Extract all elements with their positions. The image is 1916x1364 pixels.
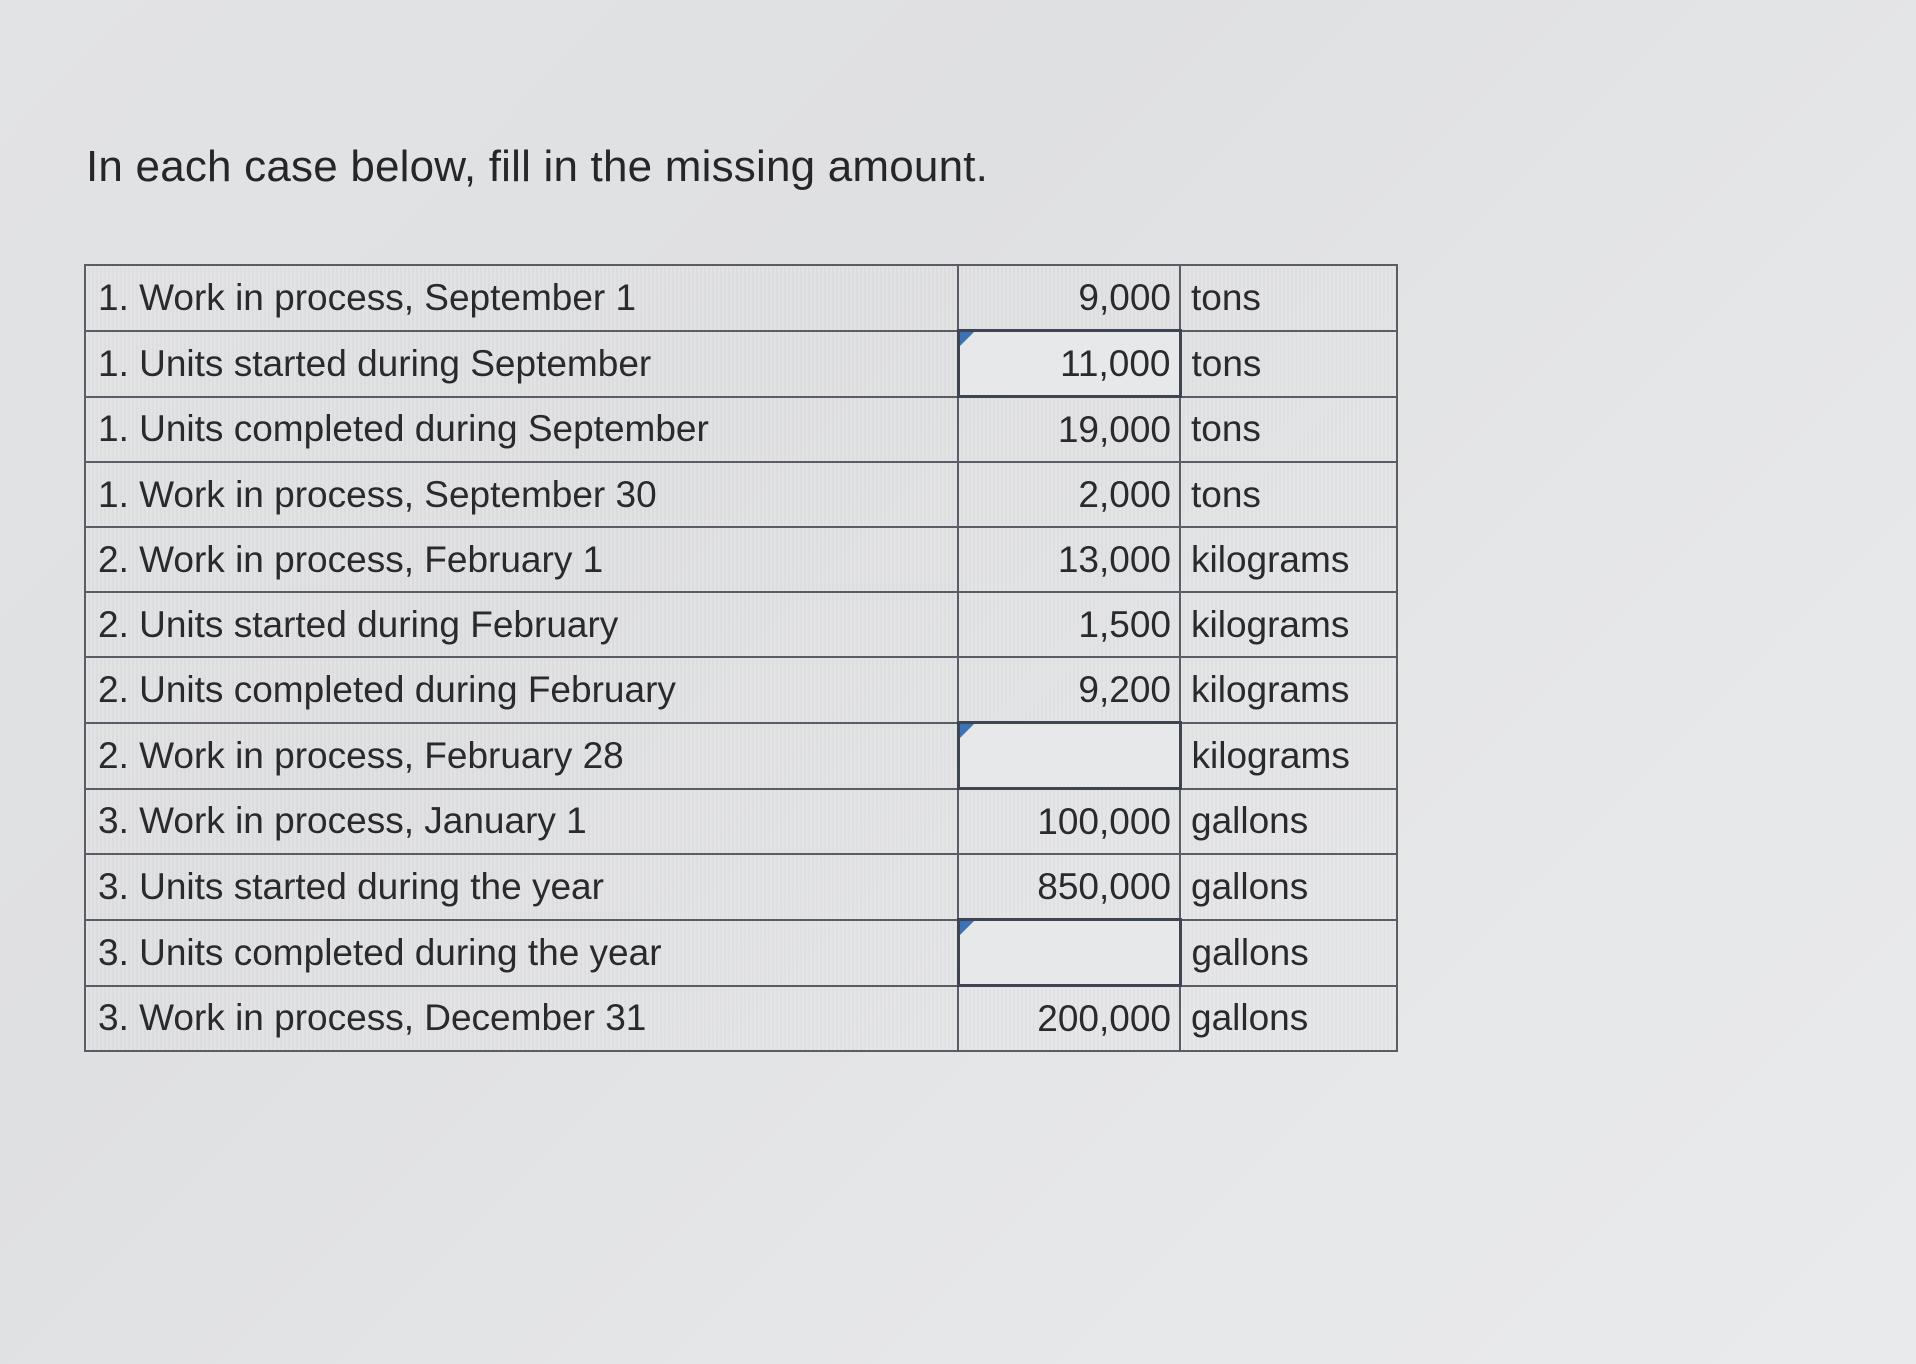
table-row bbox=[85, 789, 1397, 855]
amount-value: 2,000 bbox=[958, 462, 1180, 527]
table-row bbox=[85, 462, 1397, 527]
unit-label: gallons bbox=[1180, 920, 1397, 986]
unit-label: tons bbox=[1180, 462, 1397, 527]
amount-value: 9,000 bbox=[958, 265, 1180, 331]
unit-label: gallons bbox=[1180, 789, 1397, 855]
table-row bbox=[85, 854, 1397, 920]
unit-label: tons bbox=[1180, 397, 1397, 463]
row-label: 1. Units completed during September bbox=[85, 397, 958, 463]
amount-input-cell[interactable] bbox=[958, 920, 1180, 986]
row-label: 1. Work in process, September 30 bbox=[85, 462, 958, 527]
table-row bbox=[85, 265, 1397, 331]
unit-label: tons bbox=[1180, 331, 1397, 397]
row-label: 3. Units started during the year bbox=[85, 854, 958, 920]
table-row bbox=[85, 723, 1397, 789]
amount-value: 850,000 bbox=[958, 854, 1180, 920]
unit-label: tons bbox=[1180, 265, 1397, 331]
table-row bbox=[85, 920, 1397, 986]
unit-label: kilograms bbox=[1180, 527, 1397, 592]
amount-input-cell[interactable] bbox=[958, 331, 1180, 397]
table-row bbox=[85, 592, 1397, 657]
table-row bbox=[85, 397, 1397, 463]
amount-input[interactable] bbox=[960, 332, 1179, 395]
amount-value: 1,500 bbox=[958, 592, 1180, 657]
unit-label: kilograms bbox=[1180, 657, 1397, 723]
amount-value: 13,000 bbox=[958, 527, 1180, 592]
table-row bbox=[85, 657, 1397, 723]
row-label: 3. Units completed during the year bbox=[85, 920, 958, 986]
row-label: 2. Work in process, February 28 bbox=[85, 723, 958, 789]
table-row bbox=[85, 527, 1397, 592]
table-body bbox=[85, 265, 1397, 1051]
row-label: 3. Work in process, January 1 bbox=[85, 789, 958, 855]
instruction-text: In each case below, fill in the missing amount. bbox=[86, 142, 989, 191]
row-label: 2. Work in process, February 1 bbox=[85, 527, 958, 592]
amount-value: 19,000 bbox=[958, 397, 1180, 463]
row-label: 1. Work in process, September 1 bbox=[85, 265, 958, 331]
amount-value: 9,200 bbox=[958, 657, 1180, 723]
amount-value: 200,000 bbox=[958, 986, 1180, 1052]
table-row bbox=[85, 331, 1397, 397]
unit-label: gallons bbox=[1180, 854, 1397, 920]
row-label: 2. Units started during February bbox=[85, 592, 958, 657]
unit-label: kilograms bbox=[1180, 723, 1397, 789]
amount-input[interactable] bbox=[960, 724, 1179, 787]
amount-input[interactable] bbox=[960, 921, 1179, 984]
amount-input-cell[interactable] bbox=[958, 723, 1180, 789]
row-label: 3. Work in process, December 31 bbox=[85, 986, 958, 1052]
table-row bbox=[85, 986, 1397, 1052]
unit-label: kilograms bbox=[1180, 592, 1397, 657]
unit-label: gallons bbox=[1180, 986, 1397, 1052]
missing-amount-table bbox=[84, 264, 1398, 1052]
row-label: 2. Units completed during February bbox=[85, 657, 958, 723]
row-label: 1. Units started during September bbox=[85, 331, 958, 397]
amount-value: 100,000 bbox=[958, 789, 1180, 855]
